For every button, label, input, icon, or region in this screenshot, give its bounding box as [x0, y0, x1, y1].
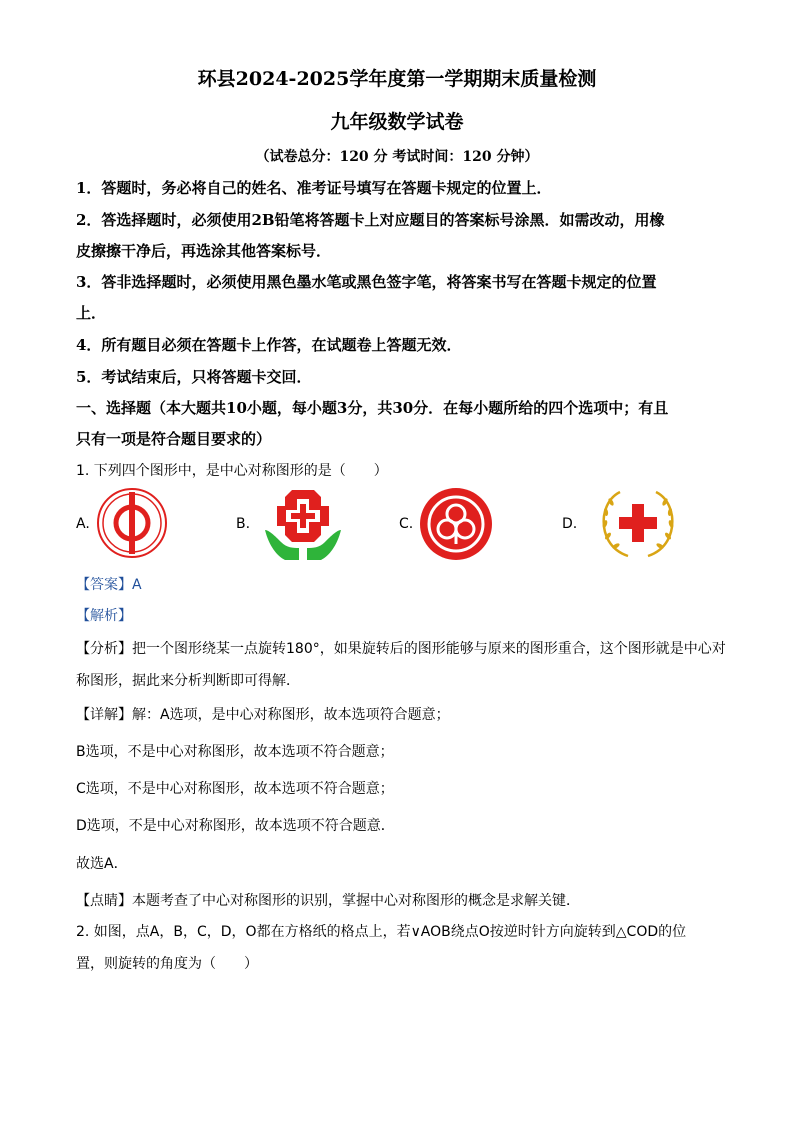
exam-info: （试卷总分：120 分 考试时间：120 分钟） [255, 149, 539, 165]
instruction-2: 2．答选择题时，必须使用2B铅笔将答题卡上对应题目的答案标号涂黑．如需改动，用橡 [76, 211, 665, 229]
option-a-label: A. [76, 516, 90, 532]
q1-fenxi-2: 称图形，据此来分析判断即可得解． [76, 673, 300, 689]
instruction-1: 1．答题时，务必将自己的姓名、准考证号填写在答题卡规定的位置上． [76, 179, 552, 197]
option-c-label: C. [399, 516, 414, 532]
q1-xiangjie: 【详解】解：A选项，是中心对称图形，故本选项符合题意； [76, 707, 450, 723]
q1-line-c: C选项，不是中心对称图形，故本选项不符合题意； [76, 781, 394, 797]
q1-line-d: D选项，不是中心对称图形，故本选项不符合题意． [76, 818, 395, 834]
q2-stem-2: 置，则旋转的角度为（ ） [76, 956, 258, 972]
option-b-label: B. [236, 516, 251, 532]
exam-subtitle: 九年级数学试卷 [330, 111, 464, 133]
q1-line-b: B选项，不是中心对称图形，故本选项不符合题意； [76, 744, 394, 760]
section-heading-cont: 只有一项是符合题目要求的） [76, 430, 272, 448]
instruction-2-cont: 皮擦擦干净后，再选涂其他答案标号． [76, 242, 332, 260]
circle-logo-icon [95, 486, 169, 560]
exam-title: 环县2024-2025学年度第一学期期末质量检测 [197, 68, 597, 90]
instruction-4: 4．所有题目必须在答题卡上作答，在试题卷上答题无效． [76, 336, 462, 354]
red-cross-wreath-icon [600, 486, 676, 562]
q1-fenxi-1: 【分析】把一个图形绕某一点旋转180°，如果旋转后的图形能够与原来的图形重合，这个图形就是中心对 [76, 641, 726, 657]
q1-stem: 1. 下列四个图形中，是中心对称图形的是（ ） [76, 463, 388, 479]
instruction-5: 5．考试结束后，只将答题卡交回． [76, 368, 312, 386]
red-cross-hands-icon [263, 486, 343, 562]
q2-stem-1: 2. 如图，点A，B，C，D，O都在方格纸的格点上，若∨AOB绕点O按逆时针方向旋转到△COD的位 [76, 924, 687, 940]
option-d-label: D. [562, 516, 578, 532]
q1-conclusion: 故选A． [76, 856, 128, 872]
q1-analysis-tag: 【解析】 [76, 608, 132, 624]
q1-dianjing: 【点睛】本题考查了中心对称图形的识别，掌握中心对称图形的概念是求解关键． [76, 893, 580, 909]
section-heading: 一、选择题（本大题共10小题，每小题3分，共30分．在每小题所给的四个选项中；有且 [76, 399, 669, 417]
q1-answer: 【答案】A [76, 577, 142, 593]
red-circle-emblem-icon [418, 486, 494, 562]
instruction-3-cont: 上． [76, 304, 107, 322]
instruction-3: 3．答非选择题时，必须使用黑色墨水笔或黑色签字笔，将答案书写在答题卡规定的位置 [76, 273, 657, 291]
